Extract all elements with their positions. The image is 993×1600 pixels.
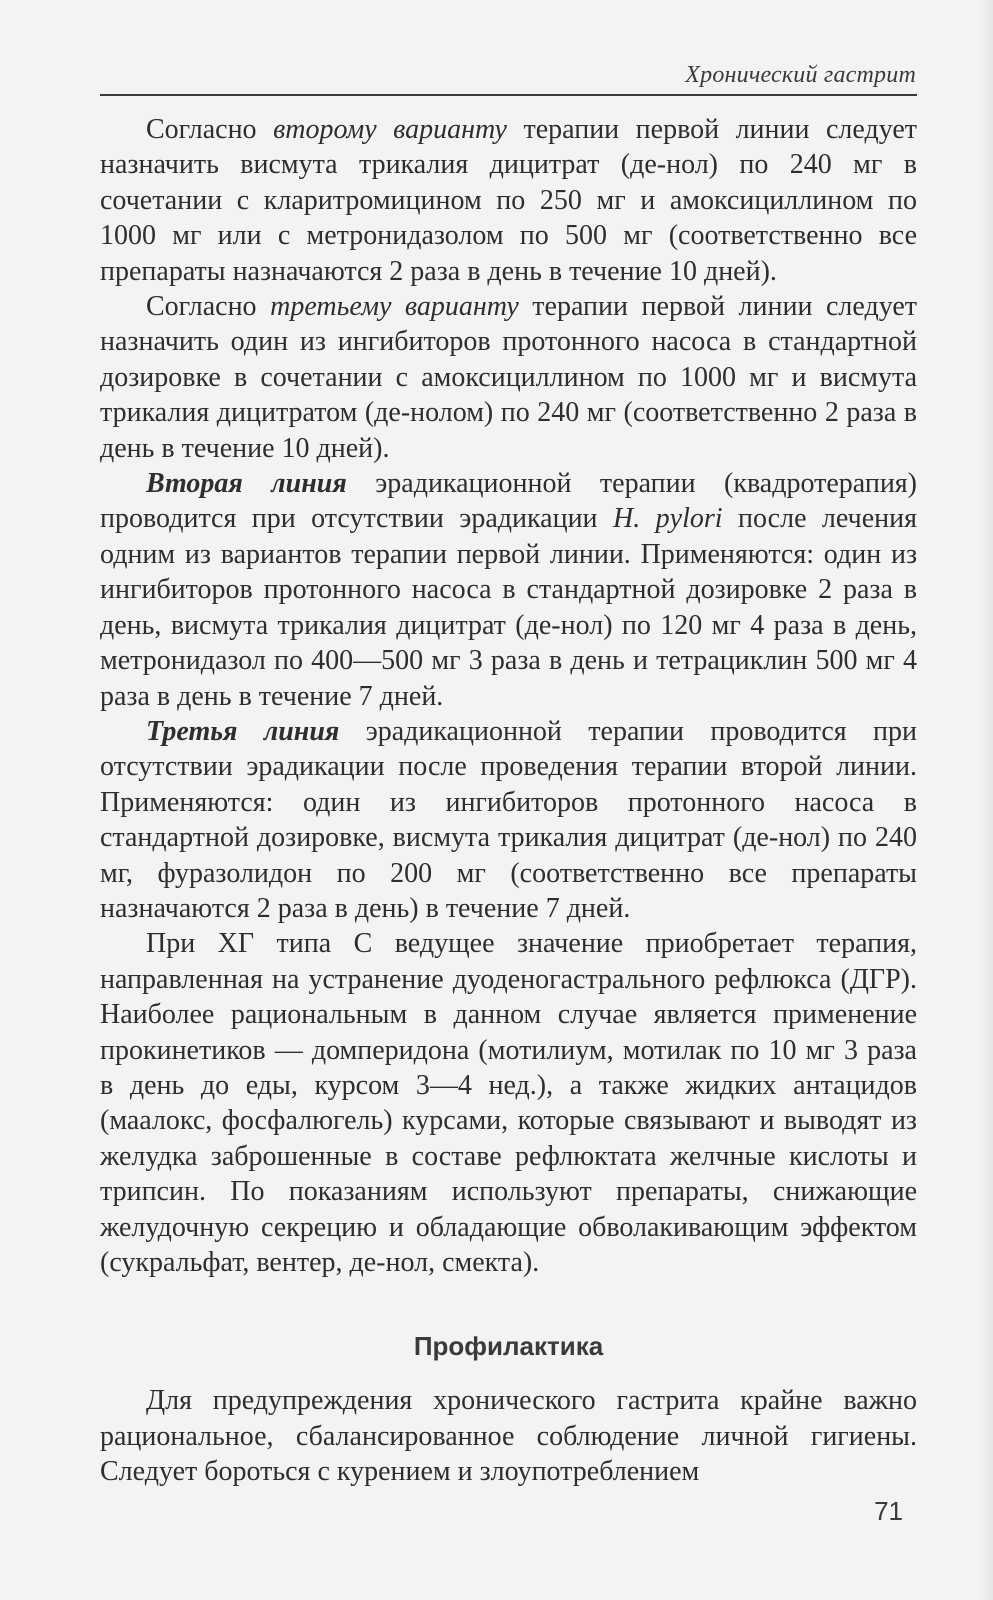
paragraph-prevention [100, 1383, 917, 1489]
paragraph-text: Согласно [146, 291, 271, 323]
paragraph-third-line [100, 714, 917, 926]
body-text [100, 112, 917, 1490]
paragraph-text: При ХГ типа С ведущее значение приобретает терапия, направленная на устранение дуоденогастрального рефлюкса (ДГР). Наиболее рациональным в данном случае является применение прокинетиков — домперидона (мотилиум, мотилак по 10 мг 3 раза в день до еды, курсом 3—4 нед.), а также жидких антацидов (маалокс, фосфалюгель) курсами, которые связывают и выводят из желудка заброшенные в составе рефлюктата желчные кислоты и трипсин. По показаниям используют препараты, снижающие желудочную секрецию и обладающие обволакивающим эффектом (сукральфат, вентер, де-нол, смекта). [100, 928, 917, 1278]
paragraph-text: эрадикационной терапии проводится при отсутствии эрадикации после проведения терапии второй линии. Применяются: один из ингибиторов протонного насоса в стандартной дозировке, висмута трикалия дицитрат (де-нол) по 240 мг, фуразолидон по 200 мг (соответственно все препараты назначаются 2 раза в день) в течение 7 дней. [100, 715, 917, 924]
page-edge-shadow [981, 0, 993, 1600]
emphasis-second-variant: второму варианту [273, 114, 507, 145]
paragraph-text: эрадикационной терапии (квадротерапия) проводится при отсутствии эрадикации [100, 468, 918, 535]
term-second-line: Вторая линия [146, 468, 347, 500]
section-heading-prevention: Профилактика [413, 1331, 604, 1362]
species-name: H. pylori [613, 503, 723, 535]
emphasis-third-variant: третьему варианту [270, 291, 519, 323]
paragraph-text: терапии первой линии следует назначить висмута трикалия дицитрат (де-нол) по 240 мг в сочетании с кларитромицином по 250 мг и амоксициллином по 1000 мг или с метронидазолом по 500 мг (соответственно все препараты назначаются 2 раза в день в течение 10 дней). [100, 114, 917, 287]
page-number: 71 [874, 1496, 903, 1526]
paragraph-third-variant [100, 289, 917, 466]
paragraph-type-c [100, 926, 917, 1280]
term-third-line: Третья линия [146, 715, 340, 747]
paragraph-second-line [100, 466, 917, 714]
running-header: Хронический гастрит [685, 62, 916, 88]
paragraph-text: Согласно [146, 114, 274, 145]
header-rule [100, 94, 917, 96]
paragraph-text: терапии первой линии следует назначить один из ингибиторов протонного насоса в стандартной дозировке в сочетании с амоксициллином по 1000 мг и висмута трикалия дицитратом (де-нолом) по 240 мг (соответственно 2 раза в день в течение 10 дней). [100, 291, 917, 464]
paragraph-second-variant [100, 112, 917, 289]
paragraph-text: Для предупреждения хронического гастрита крайне важно рациональное, сбалансированное соблюдение личной гигиены. Следует бороться с курением и злоупотреблением [100, 1385, 917, 1488]
paragraph-text: после лечения одним из вариантов терапии первой линии. Применяются: один из ингибиторов протонного насоса в стандартной дозировке 2 раза в день, висмута трикалия дицитрат (де-нол) по 120 мг 4 раза в день, метронидазол по 400—500 мг 3 раза в день и тетрациклин 500 мг 4 раза в день в течение 7 дней. [100, 503, 917, 712]
